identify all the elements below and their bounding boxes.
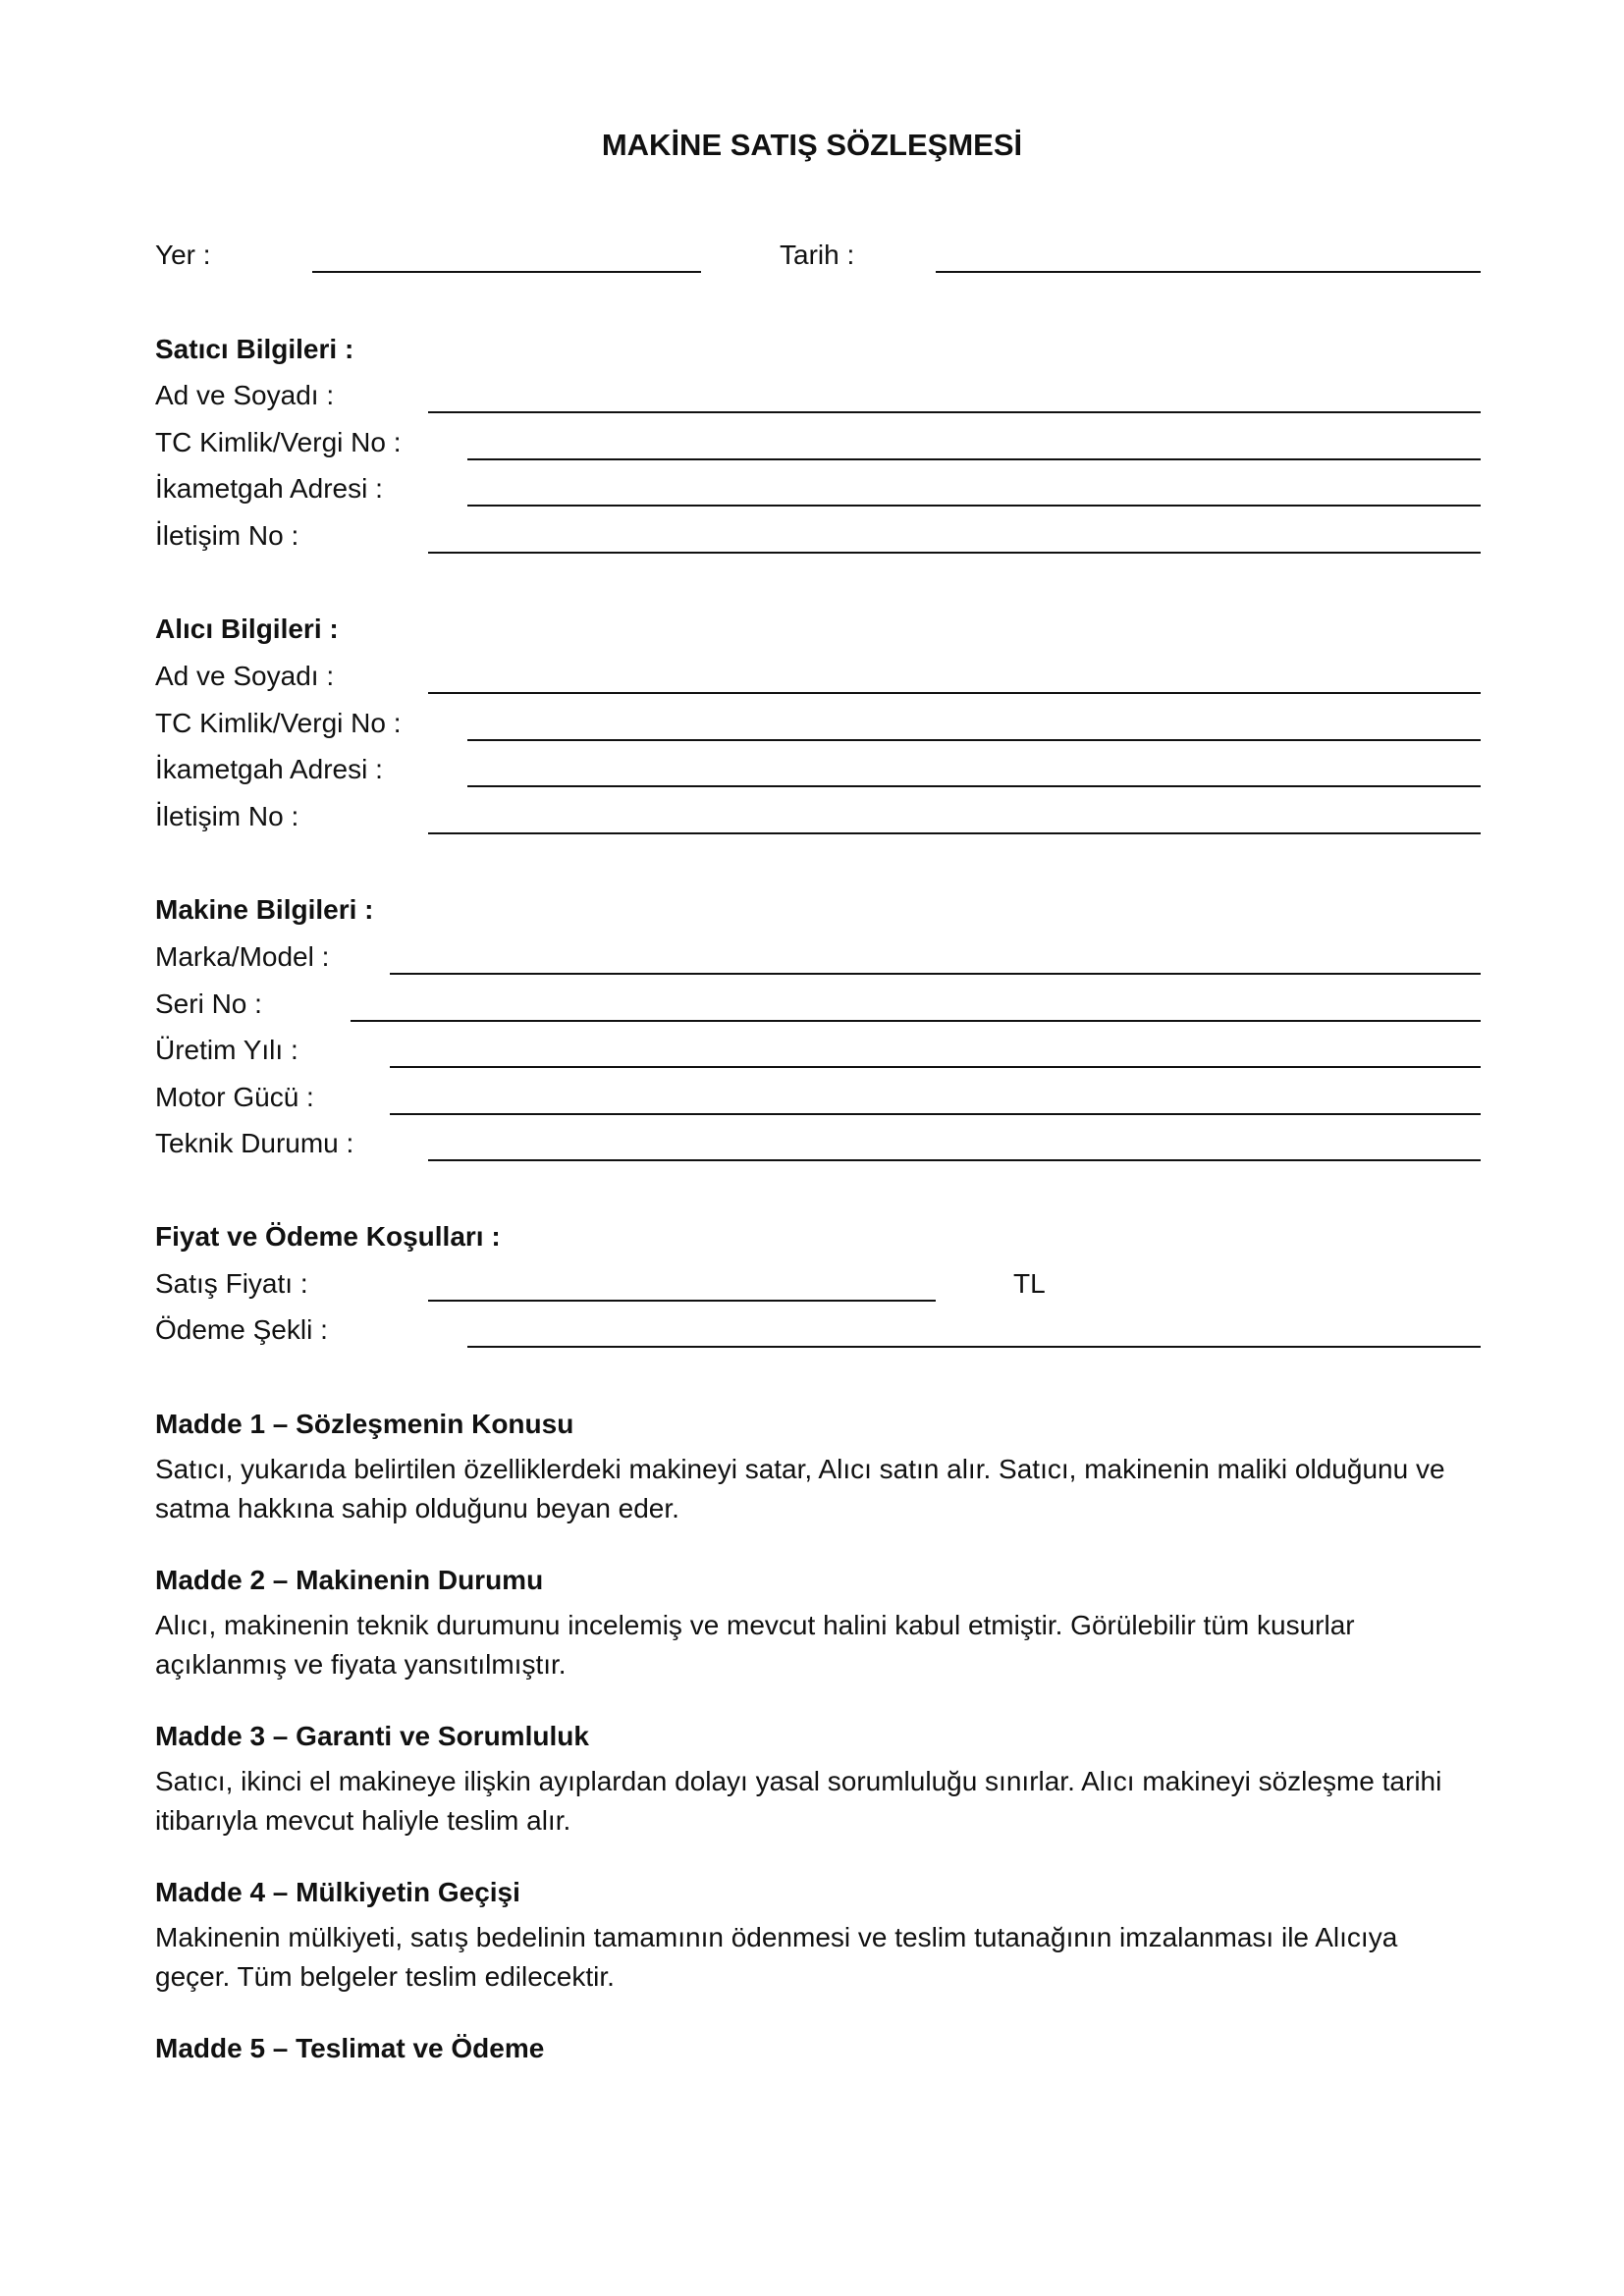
article-1-line-1: Satıcı, yukarıda belirtilen özelliklerdeki makineyi satar, Alıcı satın alır. Satıcı, makinenin maliki olduğunu ve (155, 1454, 1445, 1484)
article-4-line-1: Makinenin mülkiyeti, satış bedelinin tamamının ödenmesi ve teslim tutanağının imzalanması ile Alıcıya (155, 1922, 1398, 1952)
date-field[interactable] (936, 271, 1481, 273)
buyer-address-label: İkametgah Adresi : (155, 754, 383, 784)
buyer-name-field[interactable] (428, 692, 1481, 694)
buyer-heading: Alıcı Bilgileri : (155, 614, 339, 644)
article-3-heading: Madde 3 – Garanti ve Sorumluluk (155, 1721, 589, 1751)
price-field[interactable] (428, 1300, 936, 1302)
place-field[interactable] (312, 271, 701, 273)
document-title: MAKİNE SATIŞ SÖZLEŞMESİ (601, 128, 1023, 162)
buyer-id-field[interactable] (467, 739, 1481, 741)
machine-serial-label: Seri No : (155, 988, 262, 1019)
seller-name-label: Ad ve Soyadı : (155, 380, 335, 410)
article-5-heading: Madde 5 – Teslimat ve Ödeme (155, 2033, 545, 2063)
machine-year-label: Üretim Yılı : (155, 1035, 298, 1065)
buyer-name-label: Ad ve Soyadı : (155, 661, 335, 691)
payment-method-field[interactable] (467, 1346, 1481, 1348)
article-3-line-2: itibarıyla mevcut haliyle teslim alır. (155, 1805, 571, 1836)
currency-label: TL (1013, 1268, 1046, 1299)
price-label: Satış Fiyatı : (155, 1268, 308, 1299)
machine-power-field[interactable] (390, 1113, 1481, 1115)
seller-address-field[interactable] (467, 505, 1481, 507)
date-label: Tarih : (780, 240, 855, 270)
article-2-line-2: açıklanmış ve fiyata yansıtılmıştır. (155, 1649, 567, 1680)
article-1-line-2: satma hakkına sahip olduğunu beyan eder. (155, 1493, 679, 1523)
seller-phone-label: İletişim No : (155, 520, 299, 551)
machine-model-field[interactable] (390, 973, 1481, 975)
article-4-line-2: geçer. Tüm belgeler teslim edilecektir. (155, 1961, 615, 1992)
article-2-heading: Madde 2 – Makinenin Durumu (155, 1565, 544, 1595)
seller-name-field[interactable] (428, 411, 1481, 413)
article-4-heading: Madde 4 – Mülkiyetin Geçişi (155, 1877, 520, 1907)
buyer-id-label: TC Kimlik/Vergi No : (155, 708, 402, 738)
payment-method-label: Ödeme Şekli : (155, 1314, 328, 1345)
machine-year-field[interactable] (390, 1066, 1481, 1068)
article-1-heading: Madde 1 – Sözleşmenin Konusu (155, 1409, 574, 1439)
seller-heading: Satıcı Bilgileri : (155, 334, 354, 364)
machine-serial-field[interactable] (351, 1020, 1481, 1022)
buyer-phone-field[interactable] (428, 832, 1481, 834)
seller-id-label: TC Kimlik/Vergi No : (155, 427, 402, 457)
payment-heading: Fiyat ve Ödeme Koşulları : (155, 1221, 501, 1252)
article-3-line-1: Satıcı, ikinci el makineye ilişkin ayıplardan dolayı yasal sorumluluğu sınırlar. Alıcı makineyi sözleşme tarihi (155, 1766, 1442, 1796)
machine-power-label: Motor Gücü : (155, 1082, 314, 1112)
seller-phone-field[interactable] (428, 552, 1481, 554)
place-label: Yer : (155, 240, 211, 270)
machine-heading: Makine Bilgileri : (155, 894, 374, 925)
machine-condition-field[interactable] (428, 1159, 1481, 1161)
buyer-address-field[interactable] (467, 785, 1481, 787)
article-2-line-1: Alıcı, makinenin teknik durumunu incelemiş ve mevcut halini kabul etmiştir. Görülebilir tüm kusurlar (155, 1610, 1355, 1640)
seller-id-field[interactable] (467, 458, 1481, 460)
buyer-phone-label: İletişim No : (155, 801, 299, 831)
seller-address-label: İkametgah Adresi : (155, 473, 383, 504)
machine-condition-label: Teknik Durumu : (155, 1128, 354, 1158)
machine-model-label: Marka/Model : (155, 941, 330, 972)
